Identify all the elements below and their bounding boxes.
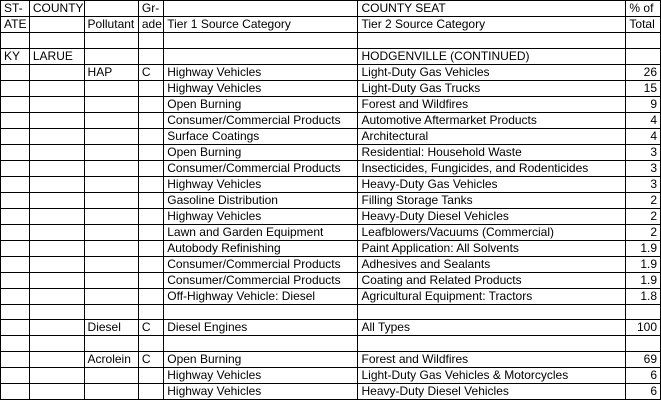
percent-cell: 1.9 <box>626 272 661 288</box>
tier2-cell: Forest and Wildfires <box>358 351 626 367</box>
tier2-cell: Residential: Household Waste <box>358 144 626 160</box>
header-percent: % of <box>626 1 661 17</box>
tier2-cell: Heavy-Duty Diesel Vehicles <box>358 383 626 399</box>
tier2-cell: Forest and Wildfires <box>358 96 626 112</box>
table-row <box>1 224 661 240</box>
percent-cell: 3 <box>626 160 661 176</box>
percent-cell: 1.9 <box>626 240 661 256</box>
tier1-cell: Open Burning <box>164 144 358 160</box>
county-seat-cell: HODGENVILLE (CONTINUED) <box>358 48 626 64</box>
state-cell: KY <box>1 48 30 64</box>
table-row <box>1 288 661 304</box>
pollutant-cell: HAP <box>84 64 138 80</box>
header-row-2 <box>1 17 661 33</box>
percent-cell: 1.9 <box>626 256 661 272</box>
header-county-seat: COUNTY SEAT <box>358 1 626 17</box>
header-row-1 <box>1 1 661 17</box>
table-row <box>1 351 661 367</box>
table-body <box>1 1 661 400</box>
table-row <box>1 383 661 399</box>
tier2-cell: Paint Application: All Solvents <box>358 240 626 256</box>
header-grade: Gr- <box>138 1 163 17</box>
percent-cell: 2 <box>626 224 661 240</box>
blank-row <box>1 33 661 49</box>
tier1-cell: Autobody Refinishing <box>164 240 358 256</box>
tier2-cell: Heavy-Duty Gas Vehicles <box>358 176 626 192</box>
percent-cell: 2 <box>626 192 661 208</box>
tier1-cell: Consumer/Commercial Products <box>164 272 358 288</box>
tier1-cell: Diesel Engines <box>164 320 358 336</box>
tier1-cell: Highway Vehicles <box>164 176 358 192</box>
tier2-cell: All Types <box>358 320 626 336</box>
pollutant-cell: Acrolein <box>84 351 138 367</box>
percent-cell: 2 <box>626 208 661 224</box>
tier2-cell: Leafblowers/Vacuums (Commercial) <box>358 224 626 240</box>
percent-cell: 4 <box>626 112 661 128</box>
tier2-cell: Automotive Aftermarket Products <box>358 112 626 128</box>
header-pollutant: Pollutant <box>84 17 138 33</box>
tier1-cell: Open Burning <box>164 351 358 367</box>
tier2-cell: Architectural <box>358 128 626 144</box>
percent-cell: 26 <box>626 64 661 80</box>
percent-cell: 6 <box>626 367 661 383</box>
table-row <box>1 272 661 288</box>
table-row <box>1 96 661 112</box>
tier1-cell: Gasoline Distribution <box>164 192 358 208</box>
tier1-cell: Consumer/Commercial Products <box>164 112 358 128</box>
tier1-cell: Surface Coatings <box>164 128 358 144</box>
tier1-cell: Highway Vehicles <box>164 367 358 383</box>
table-row <box>1 320 661 336</box>
percent-cell: 100 <box>626 320 661 336</box>
table-row <box>1 112 661 128</box>
header-tier2: Tier 2 Source Category <box>358 17 626 33</box>
table-row <box>1 80 661 96</box>
location-row <box>1 48 661 64</box>
grade-cell: C <box>138 64 163 80</box>
tier1-cell: Lawn and Garden Equipment <box>164 224 358 240</box>
header-blank <box>29 17 84 33</box>
tier1-cell: Consumer/Commercial Products <box>164 256 358 272</box>
percent-cell: 6 <box>626 383 661 399</box>
header-blank <box>164 1 358 17</box>
tier2-cell: Insecticides, Fungicides, and Rodenticides <box>358 160 626 176</box>
tier1-cell: Open Burning <box>164 96 358 112</box>
percent-cell: 4 <box>626 128 661 144</box>
header-state-cont: ATE <box>1 17 30 33</box>
tier2-cell: Filling Storage Tanks <box>358 192 626 208</box>
blank-row <box>1 336 661 352</box>
blank-row <box>1 304 661 320</box>
header-county: COUNTY <box>29 1 84 17</box>
tier2-cell: Light-Duty Gas Vehicles & Motorcycles <box>358 367 626 383</box>
tier2-cell: Adhesives and Sealants <box>358 256 626 272</box>
table-row <box>1 192 661 208</box>
table-row <box>1 144 661 160</box>
header-blank <box>84 1 138 17</box>
table-row <box>1 367 661 383</box>
tier1-cell: Highway Vehicles <box>164 64 358 80</box>
percent-cell: 1.8 <box>626 288 661 304</box>
percent-cell: 9 <box>626 96 661 112</box>
tier1-cell: Highway Vehicles <box>164 383 358 399</box>
tier2-cell: Light-Duty Gas Vehicles <box>358 64 626 80</box>
pollutant-cell: Diesel <box>84 320 138 336</box>
percent-cell: 3 <box>626 144 661 160</box>
table-row <box>1 256 661 272</box>
tier1-cell: Highway Vehicles <box>164 80 358 96</box>
tier1-cell: Consumer/Commercial Products <box>164 160 358 176</box>
tier2-cell: Light-Duty Gas Trucks <box>358 80 626 96</box>
percent-cell: 15 <box>626 80 661 96</box>
table-row <box>1 176 661 192</box>
table-row <box>1 208 661 224</box>
grade-cell: C <box>138 351 163 367</box>
percent-cell: 69 <box>626 351 661 367</box>
table-row <box>1 240 661 256</box>
tier2-cell: Coating and Related Products <box>358 272 626 288</box>
tier1-cell: Highway Vehicles <box>164 208 358 224</box>
tier2-cell: Agricultural Equipment: Tractors <box>358 288 626 304</box>
grade-cell: C <box>138 320 163 336</box>
table-row <box>1 160 661 176</box>
county-cell: LARUE <box>29 48 84 64</box>
header-state: ST- <box>1 1 30 17</box>
header-total: Total <box>626 17 661 33</box>
tier1-cell: Off-Highway Vehicle: Diesel <box>164 288 358 304</box>
percent-cell: 3 <box>626 176 661 192</box>
table-row <box>1 128 661 144</box>
table-row <box>1 64 661 80</box>
header-tier1: Tier 1 Source Category <box>164 17 358 33</box>
tier2-cell: Heavy-Duty Diesel Vehicles <box>358 208 626 224</box>
header-grade-cont: ade <box>138 17 163 33</box>
